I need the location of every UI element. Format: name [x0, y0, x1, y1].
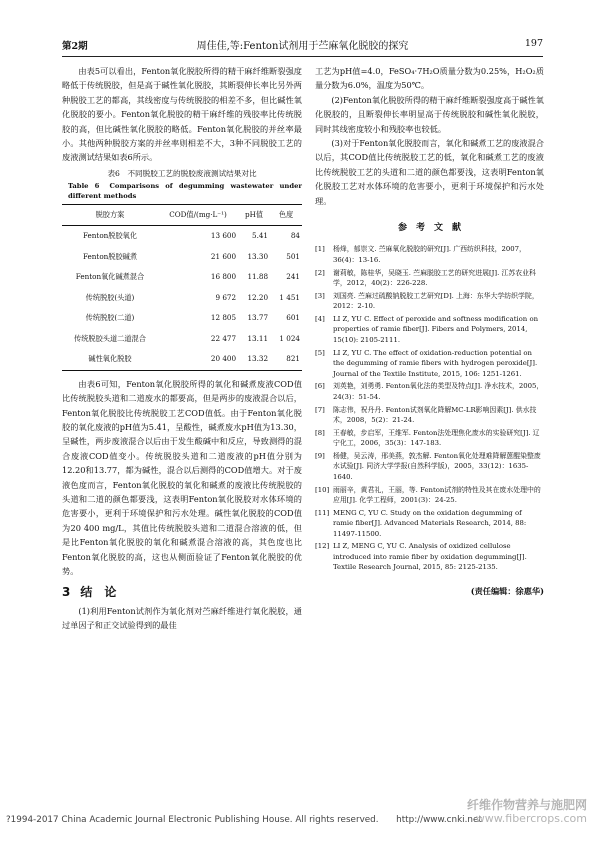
reference-text: LI Z, MENG C, YU C. Analysis of oxidized cellulose introduced into ramie fiber by oxidation degumming[J]. Textile Research Journal, 2015, 85: 2125-2135.	[333, 542, 527, 572]
right-column	[315, 64, 544, 598]
table-caption-zh: 表6 不同脱胶工艺的脱胶废液测试结果对比	[107, 168, 257, 178]
reference-number: [5]	[315, 348, 325, 357]
table-header-cell: 脱胶方案	[62, 204, 158, 225]
reference-number: [7]	[315, 405, 325, 414]
table-header-row	[62, 204, 302, 225]
reference-number: [2]	[315, 268, 325, 277]
reference-text: 刘国亮. 苎麻过硫酸钠脱胶工艺研究[D]. 上海：东华大学纺织学院，2012：2-10.	[333, 291, 539, 311]
reference-text: 杨健，吴云涛，邢美燕，敦杰解. Fenton氧化处理难降解蒽醌染整废水试验[J]. 同济大学学报(自然科学版)，2005，33(12)：1635-1640.	[333, 451, 541, 481]
table-caption-en-label: Table 6	[68, 181, 100, 190]
paragraph-conclusion-2: (2)Fenton氧化脱胶所得的精干麻纤维断裂强度高于碱性氧化脱胶的，且断裂伸长率明显高于传统脱胶和碱性氧化脱胶，同时其线密度较小和残胶率也较低。	[315, 94, 544, 134]
table-cell: 20 400	[158, 349, 238, 370]
site-watermark	[467, 798, 587, 826]
table-cell: 601	[286, 313, 300, 323]
table-cell: 9 672	[215, 292, 237, 302]
reference-number: [3]	[315, 291, 325, 300]
page-footer	[6, 798, 587, 832]
table-cell: Fenton脱胶碱煮	[82, 251, 138, 261]
references-title: 参 考 文 献	[397, 223, 461, 234]
table-caption-en-title: Comparisons of degumming wastewater under different methods	[68, 181, 302, 200]
running-title: 周佳佳,等:Fenton试剂用于苎麻氧化脱胶的探究	[196, 41, 409, 52]
paragraph-table6-discussion: 由表6可知，Fenton氧化脱胶所得的氧化和碱煮废液COD值比传统脱胶头道和二道废水的都要高，但是两步的废液混合以后，Fenton氧化脱胶比传统脱胶工艺COD值低。由于Fenton氧化脱胶的氧化废液的pH值为5.41，呈酸性，碱煮废水pH值为13.30，呈碱性，两步废液混合以后由于发生酸碱中和反应，导致测得的混合废液COD值变小。传统脱胶头道和二道废液的pH值分别为12.20和13.77，都为碱性，混合以后测得的COD值增大。对于废液色度而言，Fenton氧化脱胶的氧化和碱煮的废液比传统脱胶的头道和二道的颜色都要浅，这表明Fenton氧化脱胶对水体环境的危害要小，更利于环境保护和污水处理。碱性氧化脱胶的COD值为20 400 mg/L，其值比传统脱胶头道和二道混合溶液的低，但是比Fenton氧化脱胶的氧化和碱煮混合溶液的高，其色度也比Fenton氧化脱胶的高，这也从侧面验证了Fenton氧化脱胶的优势。	[62, 378, 302, 577]
page-header	[62, 38, 543, 54]
table-cell: 13.32	[238, 349, 270, 370]
reference-text: 王春敏，步启军，王维军. Fenton法处理焦化废水的实验研究[J]. 辽宁化工，2006，35(3)：147-183.	[333, 428, 540, 448]
table-cell: 5.41	[252, 231, 269, 241]
table-cell: Fenton氧化碱煮混合	[75, 272, 145, 282]
table-row	[62, 247, 302, 268]
reference-item	[315, 291, 544, 312]
table-header-cell: pH值	[238, 204, 270, 225]
reference-text: 雨丽辛，黄君礼，王丽，等. Fenton试剂的特性及其在废水处理中的应用[J]. 化学工程师，2001(3)：24-25.	[333, 485, 541, 504]
reference-item	[315, 268, 544, 289]
table-cell: 821	[270, 349, 302, 370]
table-cell: 501	[286, 251, 300, 261]
reference-item	[315, 428, 544, 449]
table-cell: 13 600	[210, 231, 237, 241]
reference-number: [10]	[315, 485, 330, 494]
reference-text: LI Z, YU C. The effect of oxidation-reduction potential on the degumming of ramie fibers with hydrogen peroxide[J]. Journal of the Textile Institute, 2015, 106: 1251-1261.	[333, 348, 538, 378]
reference-text: 谢莉敏，陈桂华，吴晓玉. 苎麻脱胶工艺的研究进展[J]. 江苏农业科学，2012，40(2)：226-228.	[333, 268, 536, 288]
reference-number: [12]	[315, 542, 330, 551]
table-cell: 传统脱胶(二道)	[85, 313, 135, 323]
paragraph-table5-discussion: 由表5可以看出，Fenton氧化脱胶所得的精干麻纤维断裂强度略低于传统脱胶，但是高于碱性氧化脱胶，其断裂伸长率比另外两种脱胶工艺的都高，其线密度与传统脱胶的相差不多，但比碱性氧化脱胶的要小。Fenton氧化脱胶的精干麻纤维的残胶率比传统脱胶的高，但比碱性氧化脱胶的略低。Fenton氧化脱胶的并丝率最小。其他两种脱胶方案的并丝率则相差不大，3种不同脱胶工艺的废液测试结果如表6所示。	[62, 66, 302, 163]
table-cell: 13.30	[247, 251, 269, 261]
reference-item	[315, 244, 544, 265]
table-cell: 13.77	[247, 313, 269, 323]
reference-item	[315, 485, 544, 506]
table-cell: 12.20	[247, 292, 269, 302]
reference-text: 陈志伟，祝丹丹. Fenton试剂氧化降解MC-LR影响因素[J]. 供水技术，2008，5(2)：21-24.	[333, 405, 537, 424]
paragraph-conclusion-1: (1)利用Fenton试剂作为氧化剂对苎麻纤维进行氧化脱胶，通过单因子和正交试验得到的最佳	[62, 605, 302, 631]
header-rule	[62, 56, 543, 57]
table-row	[62, 226, 302, 247]
table-cell: 241	[286, 272, 300, 282]
reference-number: [8]	[315, 428, 325, 437]
reference-item	[315, 314, 544, 345]
table-cell: 11.88	[247, 272, 269, 282]
table-cell: Fenton脱胶氧化	[82, 231, 138, 241]
reference-item	[315, 541, 544, 572]
reference-item	[315, 381, 544, 402]
section-title: 结 论	[80, 585, 117, 600]
watermark-text: 纤维作物营养与施肥网	[466, 798, 587, 812]
table-cell: 传统脱胶头道二道混合	[74, 333, 146, 343]
paragraph-conclusion-3: (3)对于Fenton氧化脱胶而言，氧化和碱煮工艺的废液混合以后，其COD值比传统脱胶工艺的低，氧化和碱煮工艺的废液比传统脱胶工艺的头道和二道的颜色都要浅，这表明Fenton氧化脱胶工艺对水体环境的危害要小，更利于环境保护和污水处理。	[315, 138, 544, 206]
reference-number: [4]	[315, 315, 325, 324]
reference-text: LI Z, YU C. Effect of peroxide and softness modification on properties of ramie fiber[J]. Fibers and Polymers, 2014, 15(10): 2105-2111.	[333, 315, 539, 344]
table-row	[62, 308, 302, 329]
table-row	[62, 349, 302, 370]
left-column	[62, 64, 302, 633]
reference-number: [9]	[315, 451, 325, 460]
reference-number: [6]	[315, 382, 325, 391]
reference-item	[315, 508, 544, 539]
reference-number: [1]	[315, 245, 325, 254]
table-cell: 21 600	[210, 251, 237, 261]
table-cell: 12 805	[210, 313, 237, 323]
reference-item	[315, 405, 544, 426]
table-row	[62, 288, 302, 309]
table-cell: 碱性氧化脱胶	[62, 349, 158, 370]
reference-item	[315, 348, 544, 379]
table-cell: 传统脱胶(头道)	[85, 292, 135, 302]
reference-number: [11]	[315, 508, 330, 517]
table-row	[62, 329, 302, 350]
table-cell: 1 024	[279, 333, 300, 343]
section-heading-conclusion	[62, 585, 302, 599]
table-cell: 84	[290, 231, 300, 241]
wastewater-table	[62, 204, 302, 371]
table-cell: 13.11	[247, 333, 269, 343]
table-header-cell: 色度	[270, 204, 302, 225]
table-cell: 16 800	[210, 272, 237, 282]
table-header-cell: COD值/(mg·L⁻¹)	[158, 204, 238, 225]
table-cell: 22 477	[210, 333, 237, 343]
references-heading	[315, 221, 544, 235]
section-number: 3	[62, 585, 71, 600]
reference-text: 杨烽，郁崇文. 苎麻氧化脱胶的研究[J]. 广西纺织科技，2007，36(4)：13-16.	[333, 245, 526, 264]
page-number: 197	[524, 38, 543, 49]
responsible-editor: (责任编辑：徐惠华)	[470, 585, 544, 596]
issue-number: 第2期	[62, 41, 88, 52]
table-cell: 1 451	[279, 292, 300, 302]
table-caption-en	[62, 181, 302, 201]
paragraph-conclusion-1-cont: 工艺为pH值=4.0，FeSO₄·7H₂O质量分数为0.25%，H₂O₂质量分数为6.0%，温度为50℃。	[315, 66, 544, 91]
reference-item	[315, 451, 544, 482]
watermark-url: www.fibercrops.com	[475, 812, 587, 825]
table-row	[62, 267, 302, 288]
copyright-notice: ?1994-2017 China Academic Journal Electronic Publishing House. All rights reserved. http://www.cnki.net	[6, 815, 482, 825]
reference-text: 刘英艳，刘勇勇. Fenton氧化法的类型及特点[J]. 净水技术，2005，24(3)：51-54.	[333, 382, 544, 401]
reference-text: MENG C, YU C. Study on the oxidation degumming of ramie fiber[J]. Advanced Materials Research, 2014, 88: 11497-11500.	[333, 508, 527, 538]
